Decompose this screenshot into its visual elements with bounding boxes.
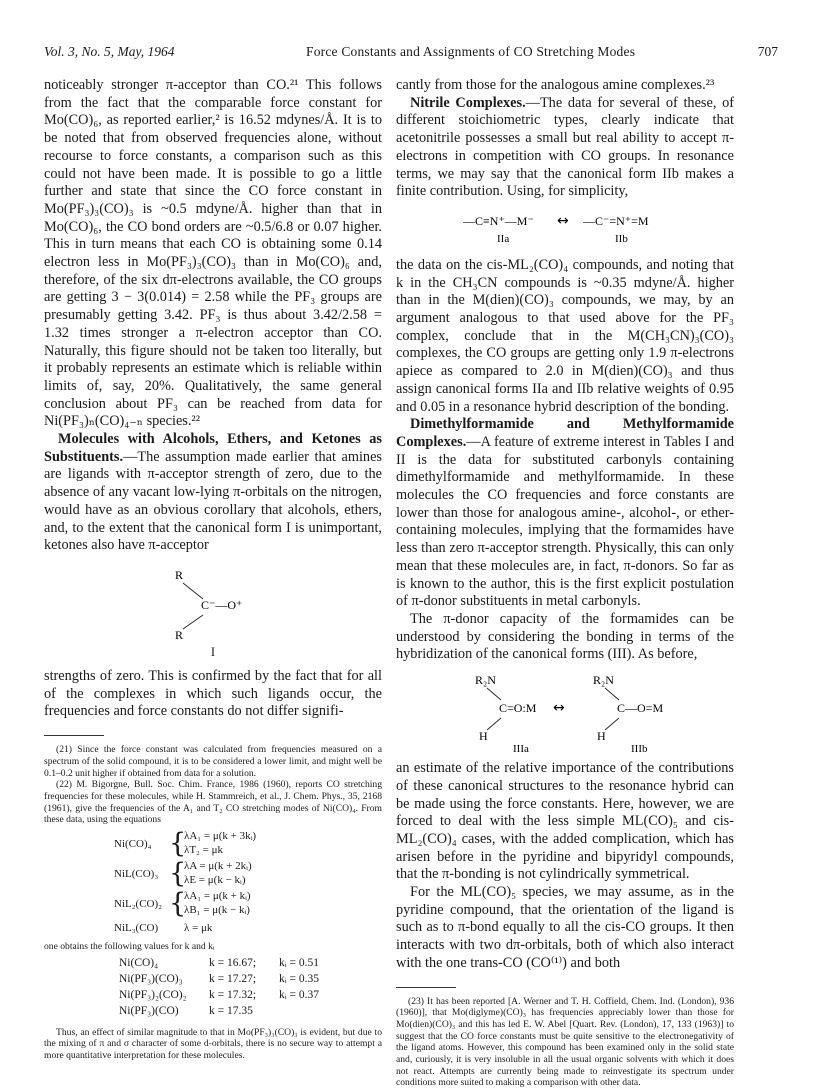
structure-II bbox=[396, 209, 734, 249]
compound: Ni(CO)₄ bbox=[119, 956, 159, 969]
footnote-23: (23) It has been reported [A. Werner and T. H. Coffield, Chem. Ind. (London), 936 (1960)], that Mo(diglyme)(CO)₃ has frequencies appreciably lower than those for Mo(dien)(CO)₃ and this has led E. W. Abel [Quart. Rev. (London), 17, 133 (1963)] to suggest that the CO force constants must be quite sensitive to the electronegativity of the ligand atoms. However, this compound has been examined only in the solid state and, curiously, it is very insoluble in all the usual organic solvents with which it does not react. Attempts are currently being made to reinvestigate its spectrum under conditions more suited to making a comparison with other data. bbox=[396, 995, 734, 1089]
eq-line: λA₁ = μ(k + 3kᵢ) bbox=[184, 830, 257, 843]
paragraph-text: —The assumption made earlier that amines are ligands with π-acceptor strength of zero, due to the absence of any vacant low-lying π-orbitals on the nitrogen, would have as an obvious corollary that alcohols, ethers, and, to the extent that the canonical form I is unimportant, ketones also have π-acceptor bbox=[44, 448, 382, 554]
k-values-row bbox=[44, 957, 382, 973]
eq-label: NiL₂(CO)₂ bbox=[114, 898, 162, 911]
section-paragraph-formamide bbox=[396, 416, 734, 611]
section-heading: Molecules with Alcohols, Ethers, and Ketones as Substituents. bbox=[44, 431, 382, 465]
paragraph: the data on the cis-ML₂(CO)₄ compounds, and noting that k in the CH₃CN compounds is ~0.35 mdyne/Å. higher than in the M(dien)(CO)₃ compounds, we may, by an argument analogous to that used above for the PF₃ complex, conclude that in the M(CH₃CN)₃(CO)₃ complexes, the CO groups are getting only 1.9 π-electrons apiece as compared to 2.0 in M(dien)(CO)₃ and thus assign canonical forms IIa and IIb relative weights of 0.95 and 0.05 in a resonance hybrid description of the bonding. bbox=[396, 256, 734, 415]
eq-line: λA₁ = μ(k + kᵢ) bbox=[184, 890, 251, 903]
struct-IIIa-r2n: R₂N bbox=[475, 673, 496, 688]
footnote-rule bbox=[44, 735, 104, 736]
equation-row bbox=[44, 890, 382, 920]
k-values-row bbox=[44, 989, 382, 1005]
resonance-arrow-icon: ↔ bbox=[557, 212, 569, 229]
paragraph: For the ML(CO)₅ species, we may assume, as in the pyridine compound, that the orientation of the ligand is such as to π-bond equally to all the cis-CO groups. It then interacts with two dπ-orbitals, both of which also interact with the one trans-CO (CO⁽¹⁾) and both bbox=[396, 884, 734, 971]
left-column bbox=[44, 77, 382, 1062]
paragraph: The π-donor capacity of the formamides can be understood by considering the bonding in terms of the hybridization of the canonical forms (III). As before, bbox=[396, 610, 734, 663]
ki-value: kᵢ = 0.51 bbox=[279, 956, 319, 969]
page-number: 707 bbox=[757, 44, 778, 59]
footnote-21: (21) Since the force constant was calculated from frequencies measured on a spectrum of the solid compound, it is to be considered a lower limit, and might well be 0.1–0.2 unit higher if obtained from data for a solution. bbox=[44, 744, 382, 779]
footnote-22: (22) M. Bigorgne, Bull. Soc. Chim. France, 1986 (1960), reports CO stretching frequencies for these molecules, while H. Stammreich, et al., J. Chem. Phys., 35, 2168 (1961), give the frequencies of the A₁ and T₂ CO stretching modes of Ni(CO)₄. From these data, using the equations bbox=[44, 779, 382, 826]
paragraph-text: —The data for several of these, of different stoichiometric types, clearly indicate that acetonitrile possesses a small but real ability to accept π-electrons in competition with CO groups. In resonance terms, we may say that the canonical form IIb makes a finite contribution. Using, for simplicity, bbox=[396, 94, 734, 200]
compound: Ni(PF₃)(CO)₃ bbox=[119, 972, 183, 985]
footnote-rule bbox=[396, 987, 456, 988]
right-column bbox=[396, 77, 734, 1089]
equation-row bbox=[44, 830, 382, 860]
struct-IIIb-h: H bbox=[597, 729, 606, 744]
eq-line: λT₂ = μk bbox=[184, 844, 223, 857]
section-paragraph-nitrile bbox=[396, 95, 734, 201]
ki-value: kᵢ = 0.37 bbox=[279, 988, 319, 1001]
k-values-row bbox=[44, 973, 382, 989]
journal-volume: Vol. 3, No. 5, May, 1964 bbox=[44, 44, 175, 59]
running-title: Force Constants and Assignments of CO Stretching Modes bbox=[306, 44, 636, 59]
equation-block bbox=[44, 830, 382, 937]
eq-label: NiL(CO)₃ bbox=[114, 868, 159, 881]
brace-icon: { bbox=[169, 858, 187, 890]
paragraph-text: —A feature of extreme interest in Tables I and II is the data for substituted carbonyls containing dimethylformamide and methylformamide. In these molecules the CO frequencies and force constants are lower than those for analogous amine-, alcohol-, or ether-containing molecules, implying that the formamides have less than zero π-acceptor strength. Physically, this can only mean that these molecules are, in fact, π-donors. So far as is known to the author, this is the first explicit postulation of π-donor substituents in metal carbonyls. bbox=[396, 433, 734, 610]
struct-I-label: I bbox=[210, 644, 216, 659]
struct-IIIa-h: H bbox=[479, 729, 488, 744]
brace-icon: { bbox=[169, 888, 187, 920]
section-heading: Dimethylformamide and Methylformamide Complexes. bbox=[396, 416, 734, 450]
struct-I-r-top: R bbox=[175, 567, 184, 582]
eq-line: λE = μ(k − kᵢ) bbox=[184, 874, 246, 887]
struct-IIb: —C⁻=N⁺=M bbox=[583, 213, 649, 228]
k-value: k = 17.32; bbox=[209, 988, 257, 1001]
footnote-continuation-end: Thus, an effect of similar magnitude to that in Mo(PF₃)₃(CO)₃ is evident, but due to the mixing of π and σ character of some d-orbitals, there is no secure way to attempt a more quantitative interpretation for these molecules. bbox=[44, 1026, 382, 1062]
paragraph: noticeably stronger π-acceptor than CO.²¹ This follows from the fact that the comparable force constant for Mo(CO)₆, as reported earlier,² is 16.52 mdynes/Å. It is to be noted that from observed frequencies alone, without recourse to force constants, a comparison such as this could not have been made. It is possible to go a little further and state that since the CO force constant in Mo(PF₃)₃(CO)₃ is ~0.5 mdyne/Å. higher than that in Mo(CO)₆, the CO bond orders are ~0.5/6.8 or 0.07 higher. This in turn means that each CO is obtaining some 0.14 electron less in Mo(PF₃)₃(CO)₃ than in Mo(CO)₆ and, therefore, of the six dπ-electrons available, the CO groups are getting 3 − 3(0.014) = 2.58 while the PF₃ groups are presumably getting 3.42. PF₃ is thus about 3.42/2.58 = 1.32 times stronger a π-electron acceptor than CO. Naturally, this figure should not be taken too literally, but it probably represents an estimate which is reliable within limits of, say, 20%. Qualitatively, the same general conclusion about PF₃ can be reached from data for Ni(PF₃)ₙ(CO)₄₋ₙ species.²² bbox=[44, 77, 382, 430]
struct-IIIb-r2n: R₂N bbox=[593, 673, 614, 688]
struct-I-center: C⁻—O⁺ bbox=[201, 597, 243, 612]
paragraph: an estimate of the relative importance of the contributions of these canonical structures to the resonance hybrid can be made using the force constants. Here, however, we are forced to deal with the less simple ML(CO)₅ and cis-ML₂(CO)₄ cases, with the added complication, which has arisen before in the pyridine and bipyridyl compounds, that the π-bonding is not cylindrically symmetrical. bbox=[396, 760, 734, 883]
eq-line: λB₁ = μ(k − kᵢ) bbox=[184, 904, 250, 917]
compound: Ni(PF₃)(CO) bbox=[119, 1004, 179, 1017]
k-value: k = 16.67; bbox=[209, 956, 257, 969]
struct-IIa: —C≡N⁺—M⁻ bbox=[463, 213, 534, 228]
equation-row bbox=[44, 920, 382, 937]
struct-IIIa-label: IIIa bbox=[513, 743, 529, 753]
compound: Ni(PF₃)₂(CO)₂ bbox=[119, 988, 187, 1001]
footnote-continuation: one obtains the following values for k and kᵢ bbox=[44, 941, 215, 953]
eq-label: Ni(CO)₄ bbox=[114, 838, 152, 851]
brace-icon: { bbox=[169, 828, 187, 860]
eq-label: NiL₃(CO) bbox=[114, 922, 159, 935]
running-header bbox=[44, 44, 778, 64]
ki-value: kᵢ = 0.35 bbox=[279, 972, 319, 985]
struct-IIb-label: IIb bbox=[615, 232, 628, 245]
eq-line: λ = μk bbox=[184, 922, 213, 935]
structure-III bbox=[396, 672, 734, 752]
paragraph: cantly from those for the analogous amine complexes.²³ bbox=[396, 77, 715, 93]
struct-I-r-bottom: R bbox=[175, 627, 184, 642]
resonance-arrow-icon: ↔ bbox=[553, 700, 565, 717]
k-value: k = 17.35 bbox=[209, 1004, 253, 1017]
section-paragraph-alcohols bbox=[44, 431, 382, 555]
structure-I bbox=[44, 563, 382, 660]
eq-line: λA = μ(k + 2kᵢ) bbox=[184, 860, 252, 873]
k-values-row bbox=[44, 1005, 382, 1021]
k-value: k = 17.27; bbox=[209, 972, 257, 985]
section-heading: Nitrile Complexes. bbox=[410, 94, 526, 111]
struct-IIIb: C—O=M bbox=[617, 701, 664, 716]
struct-IIa-label: IIa bbox=[497, 232, 510, 245]
paragraph: strengths of zero. This is confirmed by the fact that for all of the complexes in which such ligands occur, the frequencies and force constants do not differ signifi- bbox=[44, 667, 382, 720]
k-values-table bbox=[44, 957, 382, 1021]
struct-IIIb-label: IIIb bbox=[631, 743, 648, 753]
struct-IIIa: C=O:M bbox=[499, 701, 537, 716]
equation-row bbox=[44, 860, 382, 890]
